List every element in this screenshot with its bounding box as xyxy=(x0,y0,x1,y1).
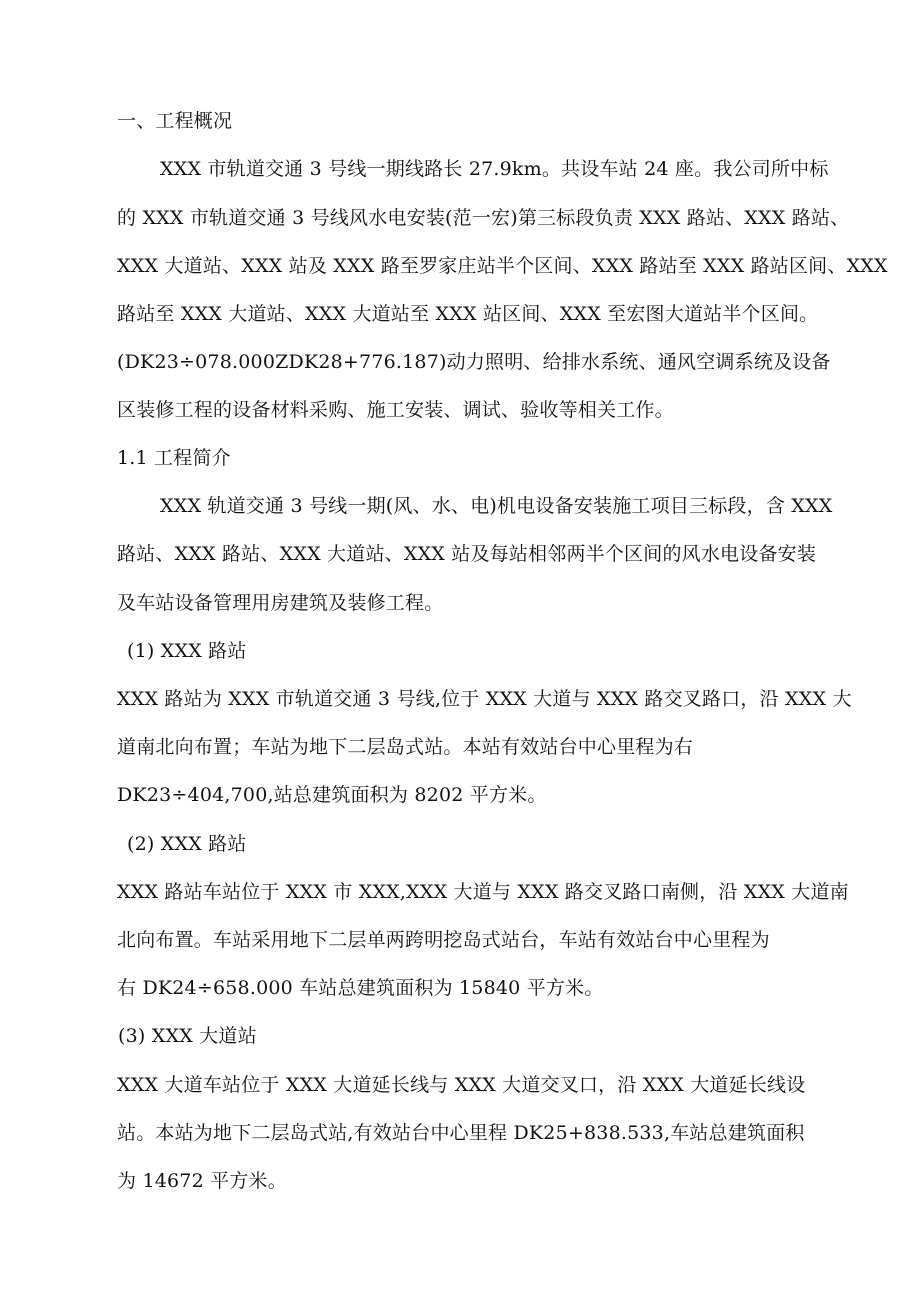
station-3-label: (3) XXX 大道站 xyxy=(118,1025,257,1047)
section-heading-intro: 1.1 工程简介 xyxy=(117,447,231,469)
station-2-line-1: XXX 路站车站位于 XXX 市 XXX,XXX 大道与 XXX 路交叉路口南侧，沿 XXX 大道南 xyxy=(117,881,849,903)
overview-line-4: 路站至 XXX 大道站、XXX 大道站至 XXX 站区间、XXX 至宏图大道站半个区间。 xyxy=(117,303,819,325)
station-1-line-1: XXX 路站为 XXX 市轨道交通 3 号线,位于 XXX 大道与 XXX 路交叉路口，沿 XXX 大 xyxy=(117,688,852,710)
station-3-line-2: 站。本站为地下二层岛式站,有效站台中心里程 DK25+838.533,车站总建筑面积 xyxy=(117,1122,805,1144)
overview-line-6: 区装修工程的设备材料采购、施工安装、调试、验收等相关工作。 xyxy=(117,399,674,421)
station-2-line-3: 右 DK24÷658.000 车站总建筑面积为 15840 平方米。 xyxy=(117,977,604,999)
intro-line-3: 及车站设备管理用房建筑及装修工程。 xyxy=(117,592,444,614)
station-1-label: (1) XXX 路站 xyxy=(127,640,247,662)
station-1-line-3: DK23÷404,700,站总建筑面积为 8202 平方米。 xyxy=(117,784,547,806)
station-3-line-3: 为 14672 平方米。 xyxy=(117,1170,287,1192)
section-heading-overview: 一、工程概况 xyxy=(117,110,233,132)
station-2-line-2: 北向布置。车站采用地下二层单两跨明挖岛式站台，车站有效站台中心里程为 xyxy=(117,929,770,951)
intro-line-1: XXX 轨道交通 3 号线一期(风、水、电)机电设备安装施工项目三标段，含 XXX xyxy=(160,495,833,517)
overview-line-1: XXX 市轨道交通 3 号线一期线路长 27.9km。共设车站 24 座。我公司所中标 xyxy=(160,158,829,180)
station-1-line-2: 道南北向布置；车站为地下二层岛式站。本站有效站台中心里程为右 xyxy=(117,736,694,758)
station-2-label: (2) XXX 路站 xyxy=(127,833,247,855)
overview-line-3: XXX 大道站、XXX 站及 XXX 路至罗家庄站半个区间、XXX 路站至 XXX 路站区间、XXX xyxy=(117,255,888,277)
intro-line-2: 路站、XXX 路站、XXX 大道站、XXX 站及每站相邻两半个区间的风水电设备安装 xyxy=(117,543,817,565)
overview-line-5: (DK23÷078.000ZDK28+776.187)动力照明、给排水系统、通风空调系统及设备 xyxy=(117,351,831,373)
station-3-line-1: XXX 大道车站位于 XXX 大道延长线与 XXX 大道交叉口，沿 XXX 大道延长线设 xyxy=(117,1074,806,1096)
overview-line-2: 的 XXX 市轨道交通 3 号线风水电安装(范一宏)第三标段负责 XXX 路站、XXX 路站、 xyxy=(117,207,850,229)
